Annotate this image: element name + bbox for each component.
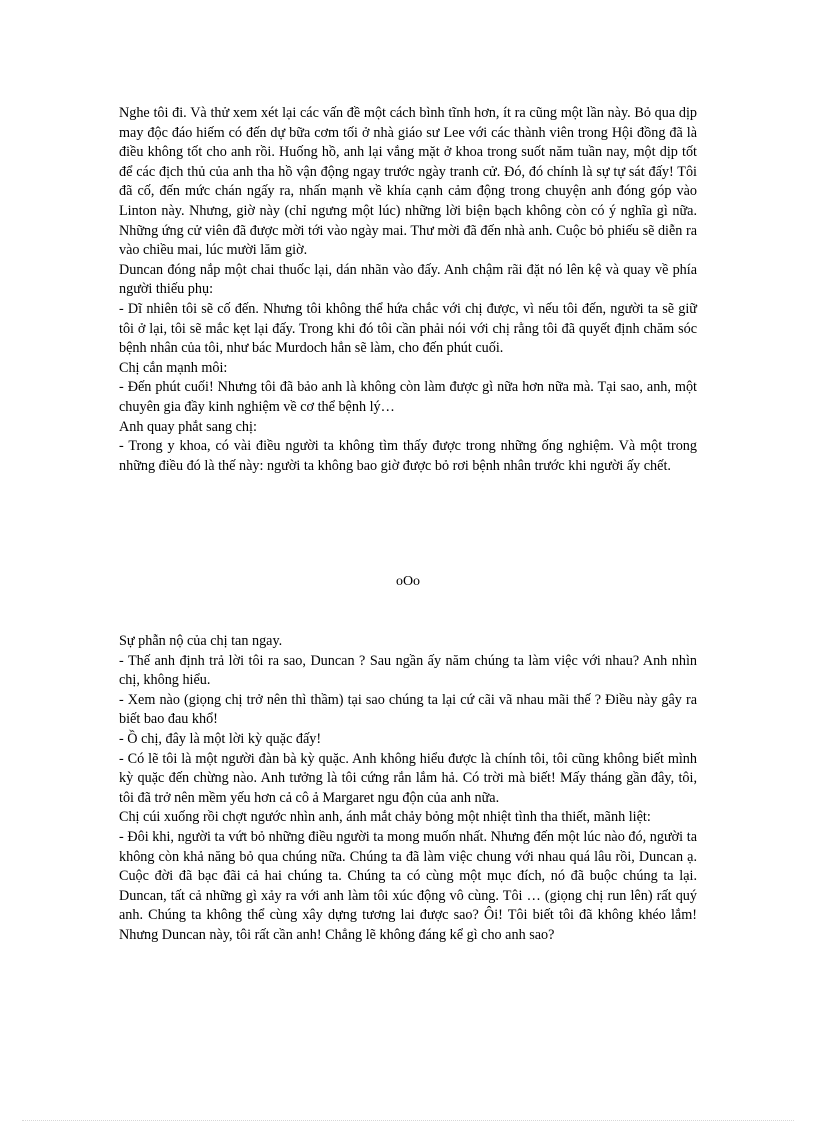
paragraph: Anh quay phắt sang chị: [119,418,257,435]
section-separator: oOo [395,574,421,589]
text-section-2 [119,632,697,946]
paragraph: - Xem nào (giọng chị trở nên thì thầm) tại sao chúng ta lại cứ cãi vã nhau mãi thế ? Điều này gây ra biết bao đau khổ! [119,691,697,728]
paragraph: - Đến phút cuối! Nhưng tôi đã bảo anh là không còn làm được gì nữa hơn nữa mà. Tại sao, anh, một chuyên gia đầy kinh nghiệm về cơ thể bệnh lý… [119,379,697,415]
paragraph: - Trong y khoa, có vài điều người ta không tìm thấy được trong những ống nghiệm. Và một trong những điều đó là thế này: người ta không bao giờ được bỏ rơi bệnh nhân trước khi người ấy chết. [119,438,697,474]
paragraph: Duncan đóng nắp một chai thuốc lại, dán nhãn vào đấy. Anh chậm rãi đặt nó lên kệ và quay về phía người thiếu phụ: [119,261,697,298]
paragraph: - Đôi khi, người ta vứt bỏ những điều người ta mong muốn nhất. Nhưng đến một lúc nào đó, người ta không còn khả năng bỏ qua chúng nữa. Chúng ta đã làm việc chung với nhau quá lâu rồi, Duncan ạ. Cuộc đời đã bạc đãi cả hai chúng ta. Chúng ta có cùng một mục đích, nó đã buộc chúng ta lại. Duncan, tất cả những gì xảy ra với anh làm tôi xúc động vô cùng. Tôi … (giọng chị run lên) rất quý anh. Chúng ta không thể cùng xây dựng tương lai được sao? Ôi! Tôi biết tôi đã không khéo lắm! Nhưng Duncan này, tôi rất cần anh! Chẳng lẽ không đáng kể gì cho anh sao? [119,828,697,943]
paragraph: - Có lẽ tôi là một người đàn bà kỳ quặc. Anh không hiểu được là chính tôi, tôi cũng không biết mình kỳ quặc đến chừng nào. Anh tưởng là tôi cứng rắn lắm hả. Có trời mà biết! Mấy tháng gần đây, tôi, tôi đã trở nên mềm yếu hơn cả cô ả Margaret ngu độn của anh nữa. [119,750,697,806]
paragraph: Nghe tôi đi. Và thử xem xét lại các vấn đề một cách bình tĩnh hơn, ít ra cũng một lần này. Bỏ qua dịp may độc đáo hiếm có đến dự bữa cơm tối ở nhà giáo sư Lee với các thành viên trong Hội đồng đã là điều không tốt cho anh rồi. Huống hồ, anh lại vắng mặt ở khoa trong suốt năm tuần nay, một dịp tốt để các địch thủ của anh tha hồ vận động ngay trước ngày tranh cử. Đó, đó chính là sự tự sát đấy! Tôi đã cố, đến mức chán ngấy ra, nhấn mạnh về khía cạnh cảm động trong chuyện anh đóng góp vào Linton này. Nhưng, giờ này (chỉ ngưng một lúc) những lời biện bạch không còn có ý nghĩa gì nữa. Những ứng cử viên đã được mời tới vào ngày mai. Thư mời đã đến nhà anh. Cuộc bỏ phiếu sẽ diễn ra vào chiều mai, lúc mười lăm giờ. [119,105,697,259]
paragraph: - Thế anh định trả lời tôi ra sao, Duncan ? Sau ngần ấy năm chúng ta làm việc với nhau? Anh nhìn chị, không hiểu. [119,652,697,689]
paragraph: - Dĩ nhiên tôi sẽ cố đến. Nhưng tôi không thể hứa chắc với chị được, vì nếu tôi đến, người ta sẽ giữ tôi ở lại, tôi sẽ mắc kẹt lại đấy. Trong khi đó tôi cần phải nói với chị rằng tôi đã quyết định chăm sóc bệnh nhân của tôi, như bác Murdoch hẳn sẽ làm, cho đến phút cuối. [119,300,697,357]
page-bottom-divider [22,1120,794,1121]
paragraph: Chị cúi xuống rồi chợt ngước nhìn anh, ánh mắt chảy bỏng một nhiệt tình tha thiết, mãnh liệt: [119,809,651,826]
paragraph: - Ồ chị, đây là một lời kỳ quặc đấy! [119,730,322,747]
text-section-1 [119,104,697,476]
paragraph: Chị cắn mạnh môi: [119,359,228,376]
paragraph: Sự phẫn nộ của chị tan ngay. [119,633,283,649]
